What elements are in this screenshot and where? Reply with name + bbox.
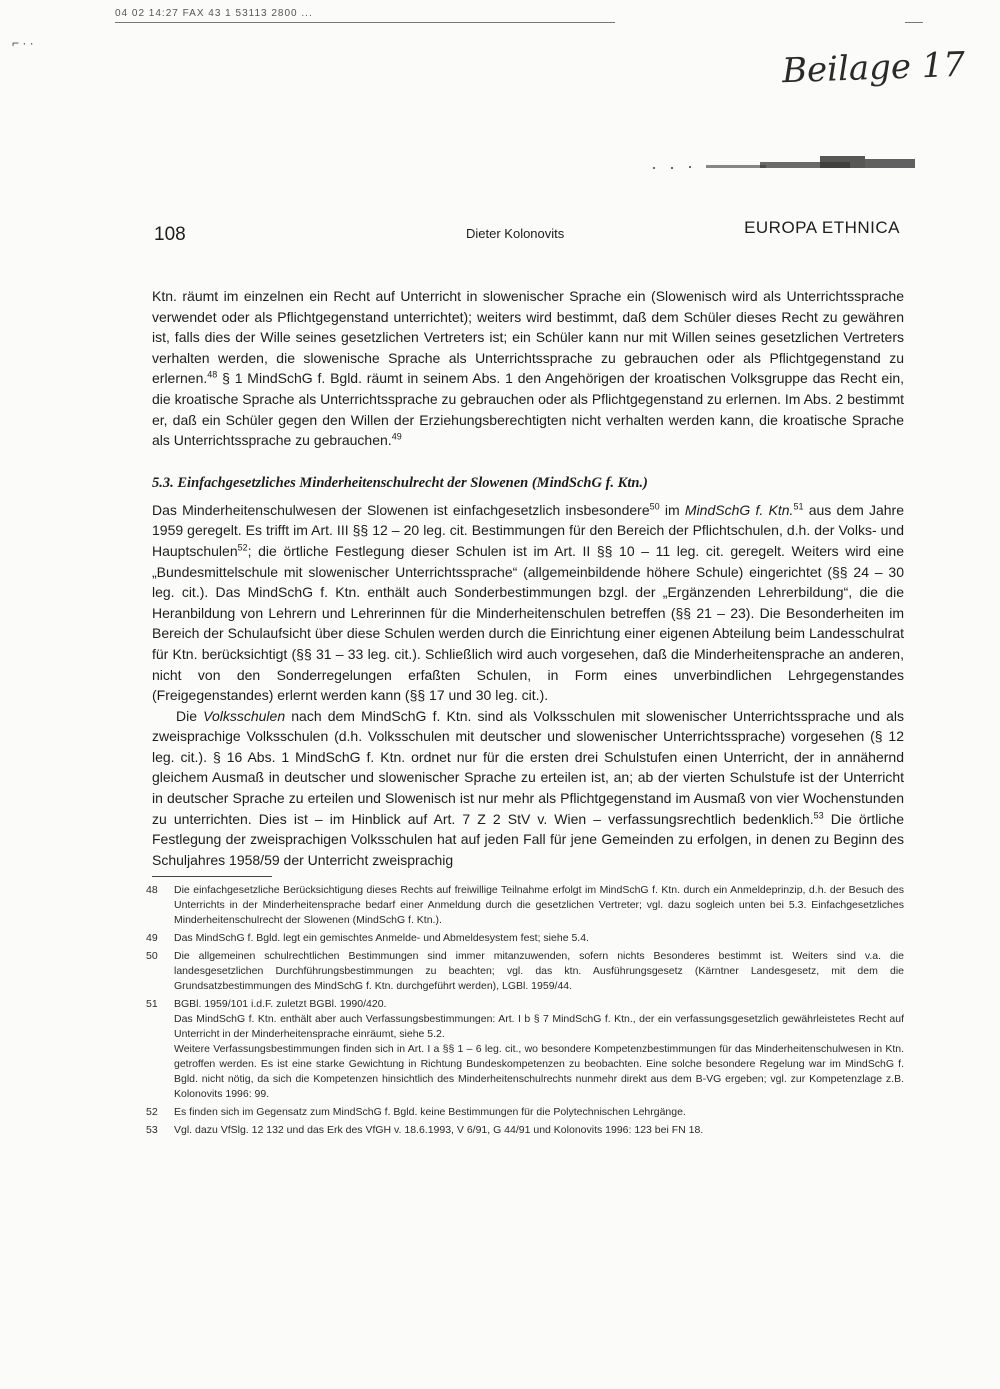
footnote-ref-51: 51 bbox=[793, 501, 804, 512]
para1-text-b: § 1 MindSchG f. Bgld. räumt in seinem Abs. 1 den Angehörigen der kroatischen Volksgruppe das Recht ein, die kroatische Sprache als Unterrichtssprache zu gebrauchen oder als Pflichtgegenstand zu erlernen. Im Abs. 2 bestimmt er, daß ein Schüler gegen den Willen der Erziehungsberechtigten nicht verhalten werden kann, die kroatische Sprache als Unterrichtssprache zu gebrauchen. bbox=[152, 370, 904, 449]
footnote-ref-50: 50 bbox=[649, 501, 660, 512]
page-number: 108 bbox=[154, 224, 186, 245]
body-paragraph-2 bbox=[152, 500, 904, 706]
footnote-52 bbox=[146, 1105, 904, 1120]
footnote-number: 52 bbox=[146, 1106, 158, 1119]
para2-text-d: ; die örtliche Festlegung dieser Schulen ist im Art. II §§ 10 – 11 leg. cit. geregelt. Weiters wird eine „Bundesmittelschule mit slowenischer Unterrichtssprache“ (allgemeinbildende höhere Schule) eingerichtet (§§ 24 – 30 leg. cit.). Das MindSchG f. Ktn. enthält auch Sonderbestimmungen bzgl. der „Ergänzenden Lehrerbildung“, die die Heranbildung von Lehrern und Lehrerinnen für die Minderheitenschulen betreffen (§§ 21 – 23). Die Besonderheiten im Bereich der Schulaufsicht über diese Schulen werden durch die Einrichtung einer eigenen Abteilung beim Landesschulrat für Ktn. berücksichtigt (§§ 31 – 33 leg. cit.). Schließlich wird auch vorgesehen, daß die Minderheitensprache an anderen, nicht von den Sonderregelungen erfaßten Schulen, in Form eines unverbindlichen Lehrgegenstandes (Freigegenstandes) erlernt werden kann (§§ 17 und 30 leg. cit.). bbox=[152, 542, 904, 704]
footnotes bbox=[146, 883, 904, 1138]
footnote-text: Es finden sich im Gegensatz zum MindSchG f. Bgld. keine Bestimmungen für die Polytechnischen Lehrgänge. bbox=[174, 1106, 686, 1119]
corner-scan-mark: ⌐ · · bbox=[12, 36, 34, 50]
fax-transmission-header: 04 02 14:27 FAX 43 1 53113 2800 ... bbox=[115, 8, 313, 19]
footnote-49 bbox=[146, 931, 904, 946]
page-header bbox=[150, 216, 900, 246]
footnote-ref-49: 49 bbox=[391, 431, 402, 442]
para2-italic-law: MindSchG f. Ktn. bbox=[684, 501, 794, 518]
footnote-ref-48: 48 bbox=[207, 369, 218, 380]
footnote-48 bbox=[146, 883, 904, 928]
footnote-number: 51 bbox=[146, 998, 158, 1011]
footnote-51 bbox=[146, 997, 904, 1102]
para1-text-a: Ktn. räumt im einzelnen ein Recht auf Unterricht in slowenischer Sprache ein (Slowenisch wird als Unterrichtssprache verwendet oder als Pflichtgegenstand unterrichtet); weiters wird bestimmt, daß dem Schüler dieses Recht zu gewähren ist, falls dies der Wille seines gesetzlichen Vertreters ist; ein Schüler kann nur mit Willen seines gesetzlichen Vertreters verhalten werden, die slowenische Sprache als Unterrichtssprache zu gebrauchen oder als Pflichtgegenstand zu erlernen. bbox=[152, 288, 904, 387]
handwritten-note: Beilage 17 bbox=[781, 44, 966, 92]
page-body bbox=[146, 286, 905, 1141]
para2-text-b: im bbox=[659, 501, 685, 518]
footnote-50 bbox=[146, 949, 904, 994]
para3-italic-volksschulen: Volksschulen bbox=[203, 707, 286, 724]
para3-text-a: Die bbox=[176, 707, 204, 724]
footnote-text-continued: Das MindSchG f. Ktn. enthält aber auch Verfassungsbestimmungen: Art. I b § 7 MindSchG f. Ktn., der ein verfassungsgesetzlich gewährleistetes Recht auf Unterricht in der Minderheitensprache einräumt, siehe 5.2. bbox=[174, 1013, 904, 1041]
para3-text-b: nach dem MindSchG f. Ktn. sind als Volksschulen mit slowenischer Unterrichtssprache und als zweisprachige Volksschulen (d.h. Volksschulen mit deutscher und slowenischer Unterrichtssprache) vorgesehen (§ 12 leg. cit.). § 16 Abs. 1 MindSchG f. Ktn. ordnet nur für die ersten drei Schulstufen einen Unterricht, der in annähernd gleichem Ausmaß in deutscher und slowenischer Sprache zu erteilen ist, an; ab der vierten Schulstufe ist der Unterricht in deutscher Sprache zu erteilen und Slowenisch ist nur mehr als Pflichtgegenstand im Ausmaß von vier Wochenstunden zu unterrichten. Dies ist – im Hinblick auf Art. 7 Z 2 StV v. Wien – verfassungsrechtlich bedenklich. bbox=[152, 707, 904, 827]
footnote-text: Das MindSchG f. Bgld. legt ein gemischtes Anmelde- und Abmeldesystem fest; siehe 5.4. bbox=[174, 932, 589, 945]
para3-text-c: Die örtliche Festlegung der zweisprachigen Volksschulen hat auf jeden Fall für jene Gemeinden zu erfolgen, in denen zu Beginn des Schuljahres 1958/59 der Unterricht zweisprachig bbox=[152, 810, 904, 868]
footnote-text: BGBl. 1959/101 i.d.F. zuletzt BGBl. 1990/420. bbox=[174, 998, 387, 1011]
fax-header-rule bbox=[115, 22, 615, 23]
footnote-number: 49 bbox=[146, 932, 158, 945]
footnote-text: Die allgemeinen schulrechtlichen Bestimmungen sind immer mitanzuwenden, sofern nichts Besonderes bestimmt ist. Weiters sind v.a. die landesgesetzlichen Durchführungsbestimmungen zu beachten; vgl. das ktn. Ausführungsgesetz (Kärntner Landesgesetz, mit dem die Grundsatzbestimmungen des MindSchG f. Ktn. durchgeführt werden), LGBl. 1959/44. bbox=[174, 950, 904, 993]
running-head-journal: EUROPA ETHNICA bbox=[744, 218, 900, 237]
footnote-ref-53: 53 bbox=[813, 810, 824, 820]
para2-text-a: Das Minderheitenschulwesen der Slowenen ist einfachgesetzlich insbesondere bbox=[152, 501, 650, 518]
section-heading: 5.3. Einfachgesetzliches Minderheitenschulrecht der Slowenen (MindSchG f. Ktn.) bbox=[152, 474, 648, 491]
stamp-smudge bbox=[650, 150, 918, 172]
footnote-text-continued: Weitere Verfassungsbestimmungen finden sich in Art. I a §§ 1 – 6 leg. cit., wo besondere Kompetenzbestimmungen für das Minderheitenschulwesen in Ktn. getroffen werden. Es ist eine starke Gewichtung in Richtung Bundeskompetenzen zu beobachten. Eine solche besondere Regelung war im MindSchG f. Bgld. nicht nötig, da sich die Kompetenzen hinsichtlich des Minderheitenschulrechts nunmehr direkt aus dem B-VG ergeben; vgl. zur Kompetenzlage z.B. Kolonovits 1996: 99. bbox=[174, 1043, 904, 1101]
footnote-text: Die einfachgesetzliche Berücksichtigung dieses Rechts auf freiwillige Teilnahme erfolgt im MindSchG f. Ktn. durch ein Anmeldeprinzip, d.h. der Besuch des Unterrichts in der Minderheitensprache bedarf einer Anmeldung durch die gesetzlichen Vertreter; vgl. dazu sogleich unten bei 5.3. Einfachgesetzliches Minderheitenschulrecht der Slowenen (MindSchG f. Ktn.). bbox=[174, 884, 904, 927]
body-paragraph-3 bbox=[152, 706, 904, 871]
fax-header-rule-right bbox=[905, 22, 923, 23]
footnote-53 bbox=[146, 1123, 904, 1138]
para2-text-c: aus dem Jahre 1959 geregelt. Es trifft im Art. III §§ 12 – 20 leg. cit. Bestimmungen für den Bereich der Pflichtschulen, d.h. der Volks- und Hauptschulen bbox=[152, 501, 905, 559]
body-paragraph-1 bbox=[152, 286, 904, 451]
footnote-text: Vgl. dazu VfSlg. 12 132 und das Erk des VfGH v. 18.6.1993, V 6/91, G 44/91 und Kolonovits 1996: 123 bei FN 18. bbox=[174, 1124, 704, 1137]
footnote-number: 48 bbox=[146, 884, 158, 897]
running-head-author: Dieter Kolonovits bbox=[466, 226, 565, 241]
footnote-number: 50 bbox=[146, 950, 158, 963]
footnote-separator bbox=[152, 876, 272, 877]
footnote-ref-52: 52 bbox=[237, 542, 248, 553]
footnote-number: 53 bbox=[146, 1124, 158, 1137]
